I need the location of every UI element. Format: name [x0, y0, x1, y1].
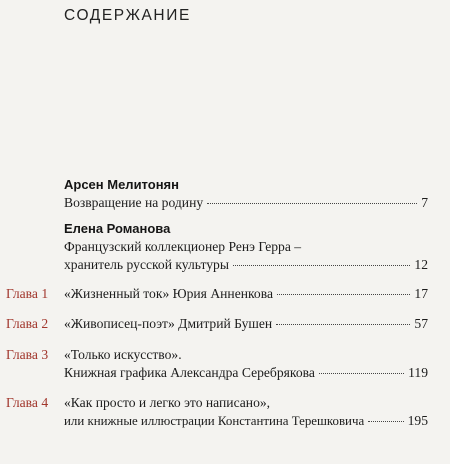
chapter-title: «Только искусство». [64, 347, 182, 362]
chapter-page-number: 57 [414, 316, 428, 331]
chapter-title: «Живописец-поэт» Дмитрий Бушен [64, 316, 273, 331]
chapter-title-line [64, 412, 428, 430]
dot-leader [233, 265, 410, 266]
chapter-page-number: 119 [408, 365, 428, 380]
chapter-title: или книжные иллюстрации Константина Терешковича [64, 414, 365, 428]
chapter-label: Глава 1 [6, 286, 49, 301]
entry-author: Арсен Мелитонян [64, 177, 179, 192]
chapter-page-number: 195 [407, 413, 428, 428]
contents-heading: СОДЕРЖАНИЕ [64, 7, 191, 24]
dot-leader [319, 373, 404, 374]
chapter-label: Глава 4 [6, 395, 49, 410]
entry-author: Елена Романова [64, 221, 171, 236]
dot-leader [368, 421, 403, 422]
entry-page-number: 12 [414, 257, 428, 272]
chapter-title: «Жизненный ток» Юрия Анненкова [64, 286, 273, 301]
dot-leader [277, 294, 410, 295]
chapter-title-line [64, 346, 428, 364]
toc-entry-melitonyan[interactable] [64, 177, 428, 212]
chapter-title-line [64, 285, 428, 303]
chapter-page-number: 17 [414, 286, 428, 301]
toc-chapter-3[interactable] [6, 346, 428, 382]
entry-title: Французский коллекционер Ренэ Герра – [64, 239, 302, 254]
entry-title-line [64, 194, 428, 212]
chapter-title-line [64, 394, 428, 412]
entry-title: Возвращение на родину [64, 195, 204, 210]
entry-page-number: 7 [421, 195, 428, 210]
chapter-label: Глава 2 [6, 316, 49, 331]
toc-chapter-4[interactable] [6, 394, 428, 430]
toc-chapter-2[interactable] [6, 315, 428, 333]
entry-title: хранитель русской культуры [64, 257, 229, 272]
entry-title-line [64, 238, 428, 256]
chapter-title-line [64, 364, 428, 382]
toc-chapter-1[interactable] [6, 285, 428, 303]
chapter-title-line [64, 315, 428, 333]
chapter-title: Книжная графика Александра Серебрякова [64, 365, 315, 380]
chapter-label: Глава 3 [6, 347, 49, 362]
toc-entry-romanova[interactable] [64, 221, 428, 274]
chapter-title: «Как просто и легко это написано», [64, 395, 271, 410]
dot-leader [276, 324, 410, 325]
entry-title-line [64, 256, 428, 274]
dot-leader [207, 203, 417, 204]
